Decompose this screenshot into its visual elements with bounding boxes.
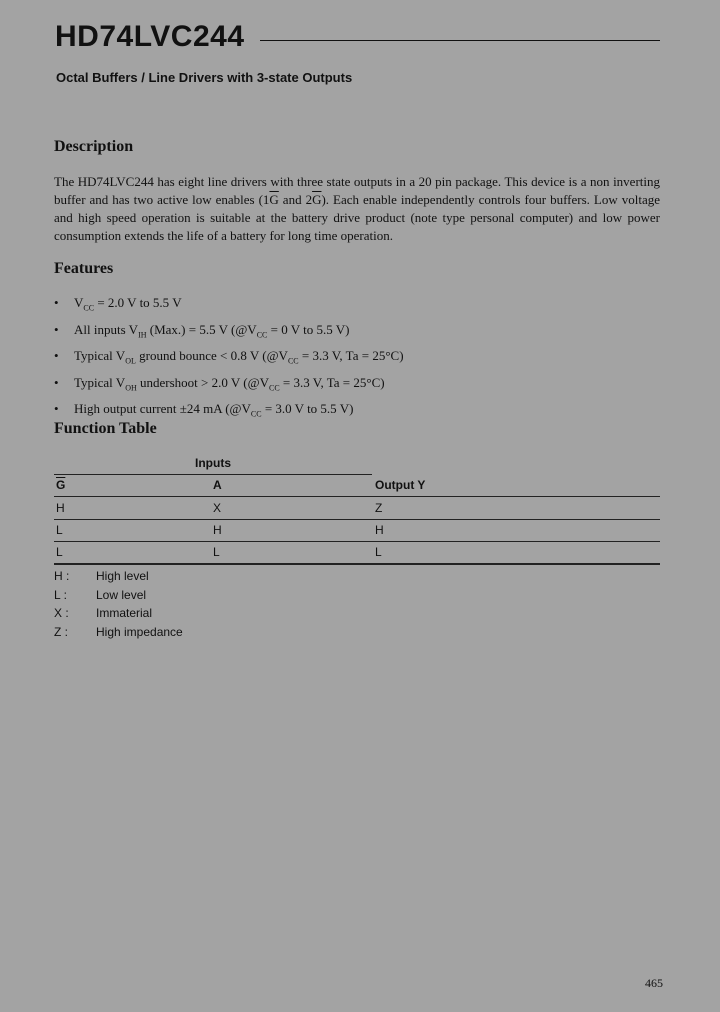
row-rule: [54, 519, 660, 520]
description-heading: Description: [54, 138, 134, 155]
table-cell: X: [213, 501, 222, 515]
table-cell: Z: [375, 501, 383, 515]
page-number: 465: [645, 976, 663, 990]
table-cell: H: [375, 523, 384, 537]
feature-item: • Typical $V_{OH}$ undershoot > 2.0 V ($@V_{CC} = 3.3$ V, Ta = 25°C): [54, 372, 404, 399]
document-subtitle: Octal Buffers / Line Drivers with 3-state Outputs: [56, 70, 353, 85]
table-bottom-rule: [54, 563, 660, 565]
description-text-3: ). Each enable independently controls four buffers. Low voltage and high speed operation is suitable at the battery drive product (note type personal computer) and low power consumption extends the life of a battery for long time operation.: [54, 192, 661, 243]
part-number-title: HD74LVC244: [55, 20, 245, 53]
table-cell: L: [213, 545, 220, 559]
table-cell: L: [56, 523, 63, 537]
function-table-legend: [54, 567, 183, 641]
description-text-1: The HD74LVC244 has eight line drivers with three state outputs in a 20 pin package. This device is a non inverting buffer and has two active low enables (1: [54, 174, 660, 207]
legend-item: L : Low level: [54, 587, 147, 602]
inputs-rule: [54, 474, 372, 475]
table-cell: H: [213, 523, 222, 537]
table-cell: L: [375, 545, 382, 559]
table-cell: L: [56, 545, 63, 559]
row-rule: [54, 541, 660, 542]
feature-item: • Typical $V_{OL}$ ground bounce < 0.8 V ($@V_{CC} = 3.3$ V, Ta = 25°C): [54, 345, 404, 372]
table-cell: H: [56, 501, 65, 515]
column-header-a: A: [213, 478, 222, 492]
enable-1-overline: $\overline{G}$: [269, 192, 279, 207]
enable-2-overline: $\overline{G}$: [312, 192, 322, 207]
features-heading: Features: [54, 260, 114, 277]
column-header-g: $\overline{G}$: [56, 478, 66, 492]
feature-item: • High output current ±24 mA ($@V_{CC} = 3.0$ V to 5.5 V): [54, 398, 404, 425]
features-list: [54, 292, 404, 425]
header-rule: [54, 496, 660, 497]
legend-item: Z : High impedance: [54, 624, 183, 639]
description-paragraph: [54, 173, 660, 245]
feature-item: • All inputs $V_{IH}$ (Max.) = 5.5 V ($@V_{CC} = 0$ V to 5.5 V): [54, 319, 404, 346]
title-rule: [260, 40, 660, 41]
column-header-output: Output Y: [375, 478, 426, 492]
inputs-group-label: Inputs: [195, 456, 231, 470]
legend-item: H : High level: [54, 569, 149, 583]
function-table-heading: Function Table: [54, 420, 157, 437]
description-text-2: and 2: [278, 192, 313, 207]
legend-item: X : Immaterial: [54, 606, 153, 620]
feature-item: • $V_{CC} = 2.0$ V to 5.5 V: [54, 292, 404, 319]
